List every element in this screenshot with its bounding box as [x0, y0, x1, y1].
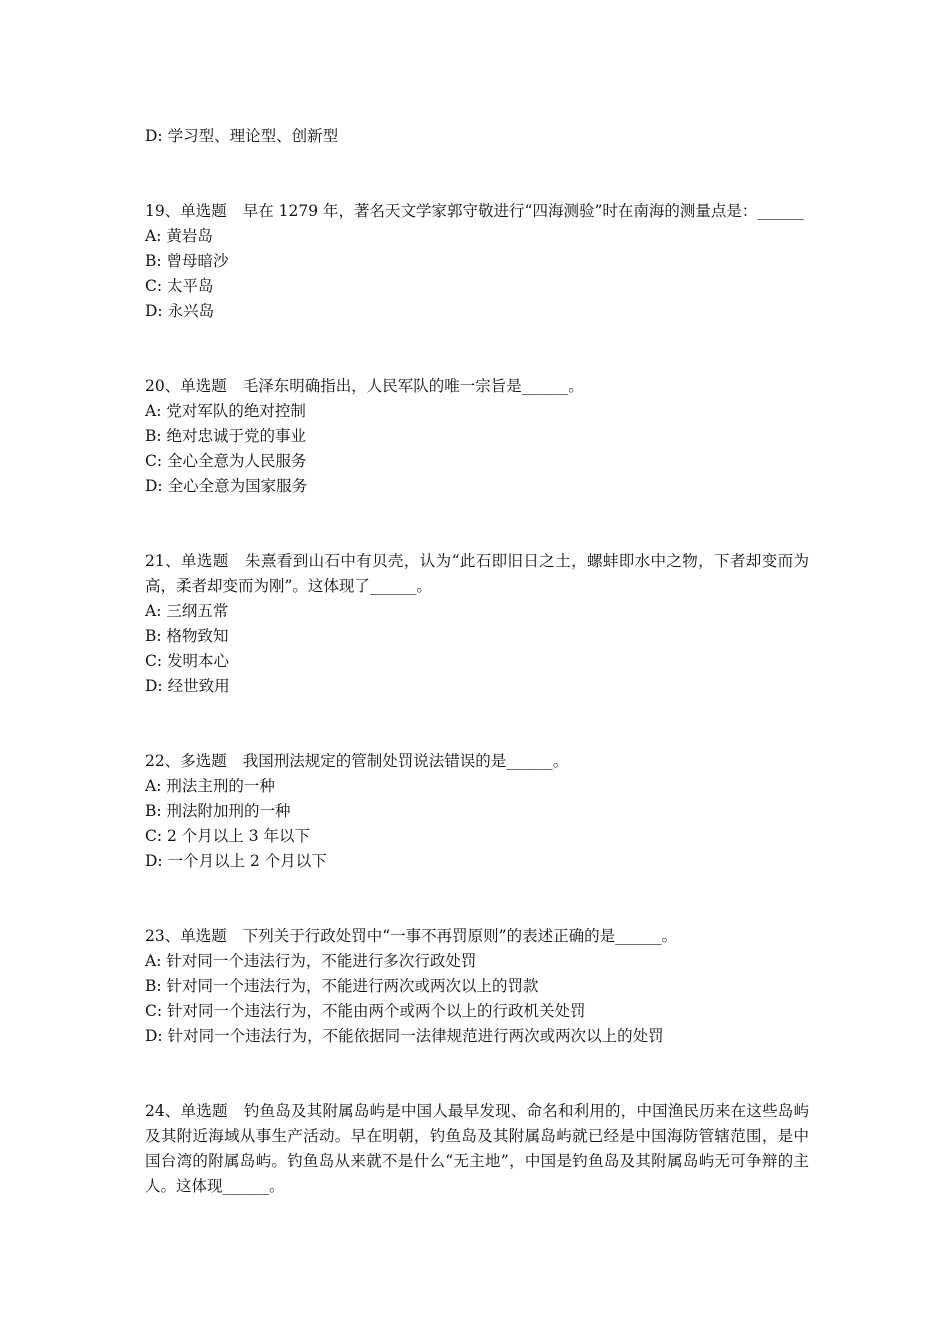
option-a: A: 党对军队的绝对控制 — [145, 402, 306, 420]
question-text: 我国刑法规定的管制处罚说法错误的是______。 — [242, 752, 569, 770]
option-c: C: 太平岛 — [145, 277, 214, 295]
option-a: A: 三纲五常 — [145, 602, 229, 620]
option-d: D: 一个月以上 2 个月以下 — [145, 852, 327, 870]
question-number: 20、 — [145, 377, 181, 395]
option-d: D: 针对同一个违法行为，不能依据同一法律规范进行两次或两次以上的处罚 — [145, 1027, 664, 1045]
question-24 — [145, 1099, 809, 1199]
question-20 — [145, 374, 809, 499]
option-a: A: 刑法主刑的一种 — [145, 777, 275, 795]
option-d: D: 永兴岛 — [145, 302, 215, 320]
question-text: 朱熹看到山石中有贝壳，认为“此石即旧日之土，螺蚌即水中之物，下者却变而为高，柔者却变而为刚”。这体现了______。 — [145, 552, 809, 595]
question-type: 单选题 — [180, 927, 227, 945]
option-c: C: 发明本心 — [145, 652, 230, 670]
option-b: B: 格物致知 — [145, 627, 229, 645]
question-text: 下列关于行政处罚中“一事不再罚原则”的表述正确的是______。 — [242, 927, 678, 945]
option-a: A: 黄岩岛 — [145, 227, 213, 245]
question-type: 多选题 — [180, 752, 227, 770]
option-b: B: 曾母暗沙 — [145, 252, 229, 270]
document-content — [145, 124, 809, 1199]
question-stem — [145, 549, 809, 599]
question-21 — [145, 549, 809, 699]
option-c: C: 全心全意为人民服务 — [145, 452, 307, 470]
question-type: 单选题 — [181, 552, 229, 570]
question-23 — [145, 924, 809, 1049]
question-number: 24、 — [145, 1102, 181, 1120]
option-b: B: 绝对忠诚于党的事业 — [145, 427, 307, 445]
question-text: 钓鱼岛及其附属岛屿是中国人最早发现、命名和利用的，中国渔民历来在这些岛屿及其附近海域从事生产活动。早在明朝，钓鱼岛及其附属岛屿就已经是中国海防管辖范围，是中国台湾的附属岛屿。钓鱼岛从来就不是什么“无主地”，中国是钓鱼岛及其附属岛屿无可争辩的主人。这体现______。 — [145, 1102, 809, 1195]
question-stem — [145, 199, 809, 224]
question-number: 23、 — [145, 927, 181, 945]
question-stem — [145, 749, 809, 774]
question-number: 21、 — [145, 552, 181, 570]
question-text: 早在 1279 年，著名天文学家郭守敬进行“四海测验”时在南海的测量点是：______ — [242, 202, 804, 220]
question-text: 毛泽东明确指出，人民军队的唯一宗旨是______。 — [242, 377, 584, 395]
question-type: 单选题 — [180, 1102, 228, 1120]
option-c: C: 2 个月以上 3 年以下 — [145, 827, 311, 845]
option-a: A: 针对同一个违法行为，不能进行多次行政处罚 — [145, 952, 477, 970]
question-19 — [145, 199, 809, 324]
question-number: 22、 — [145, 752, 181, 770]
question-stem — [145, 1099, 809, 1199]
question-type: 单选题 — [180, 202, 227, 220]
question-number: 19、 — [145, 202, 181, 220]
option-b: B: 刑法附加刑的一种 — [145, 802, 291, 820]
option-d: D: 全心全意为国家服务 — [145, 477, 308, 495]
option-c: C: 针对同一个违法行为，不能由两个或两个以上的行政机关处罚 — [145, 1002, 586, 1020]
option-b: B: 针对同一个违法行为，不能进行两次或两次以上的罚款 — [145, 977, 539, 995]
option-d: D: 经世致用 — [145, 677, 230, 695]
question-type: 单选题 — [180, 377, 227, 395]
leading-option: D: 学习型、理论型、创新型 — [145, 127, 339, 145]
question-22 — [145, 749, 809, 874]
question-stem — [145, 924, 809, 949]
question-stem — [145, 374, 809, 399]
